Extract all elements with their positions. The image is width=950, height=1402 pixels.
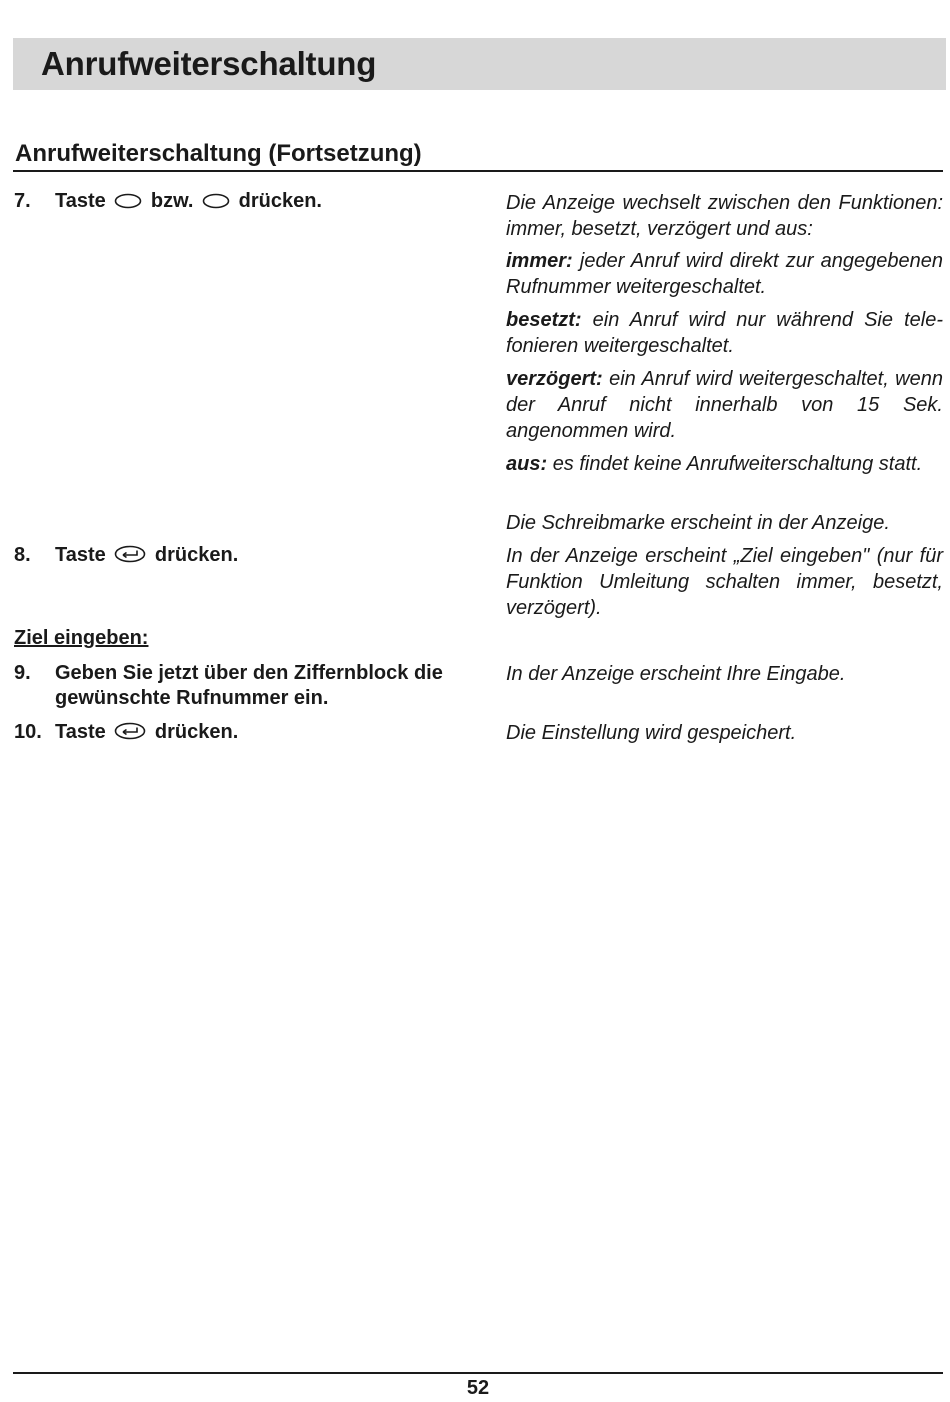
step-text: Taste (55, 721, 106, 743)
section-divider (13, 170, 943, 172)
option-term: verzögert: (506, 368, 603, 390)
step-text: Taste (55, 544, 106, 566)
step-7-description: Die Anzeige wechselt zwischen den Funktionen: immer, besetzt, verzögert und aus: (506, 192, 943, 240)
subheading-ziel-eingeben: Ziel eingeben: (14, 627, 149, 649)
step-10-description: Die Einstellung wird gespeichert. (506, 722, 797, 744)
chapter-title: Anrufweiterschaltung (41, 45, 377, 82)
page-number: 52 (466, 1377, 490, 1399)
step-number: 9. (14, 662, 31, 684)
option-aus (506, 451, 943, 477)
option-term: aus: (506, 453, 548, 475)
enter-key-icon (114, 545, 146, 563)
step-text: Taste (55, 190, 106, 212)
option-term: immer: (506, 250, 573, 272)
step-text: drücken. (154, 721, 239, 743)
option-text: jeder Anruf wird direkt zur angegebenen Rufnummer weitergeschaltet. (506, 250, 944, 298)
step-text: drücken. (154, 544, 239, 566)
step-instruction (55, 189, 475, 214)
step-8-description: In der Anzeige erscheint „Ziel eingeben" (nur für Funktion Umleitung schalten immer, besetzt, verzögert). (506, 545, 943, 619)
chapter-header (13, 38, 946, 90)
option-immer (506, 248, 943, 300)
step-number: 8. (14, 544, 31, 566)
step-text: drücken. (238, 190, 322, 212)
option-text: es findet keine Anrufweiterschaltung statt. (552, 453, 923, 475)
oval-key-icon (114, 193, 142, 209)
step-instruction (55, 720, 475, 745)
option-text: ein Anruf wird weitergeschaltet, wenn der Anruf nicht innerhalb von 15 Sek. angenommen wird. (506, 368, 943, 442)
step-instruction: Geben Sie jetzt über den Ziffernblock die gewünschte Rufnummer ein. (55, 662, 443, 709)
step-instruction (55, 543, 475, 568)
step-text: bzw. (150, 190, 194, 212)
enter-key-icon (114, 722, 146, 740)
footer-divider (13, 1372, 943, 1374)
step-number: 7. (14, 190, 31, 212)
step-number: 10. (14, 721, 42, 743)
section-title: Anrufweiterschaltung (Fortsetzung) (15, 140, 422, 167)
step-7-result: Die Schreibmarke erscheint in der Anzeige. (506, 512, 890, 534)
option-text: ein Anruf wird nur während Sie telefonieren weitergeschaltet. (506, 309, 943, 357)
step-9-description: In der Anzeige erscheint Ihre Eingabe. (506, 663, 846, 685)
option-verzoegert (506, 366, 943, 444)
option-term: besetzt: (506, 309, 582, 331)
option-besetzt (506, 307, 943, 359)
oval-key-icon (202, 193, 230, 209)
